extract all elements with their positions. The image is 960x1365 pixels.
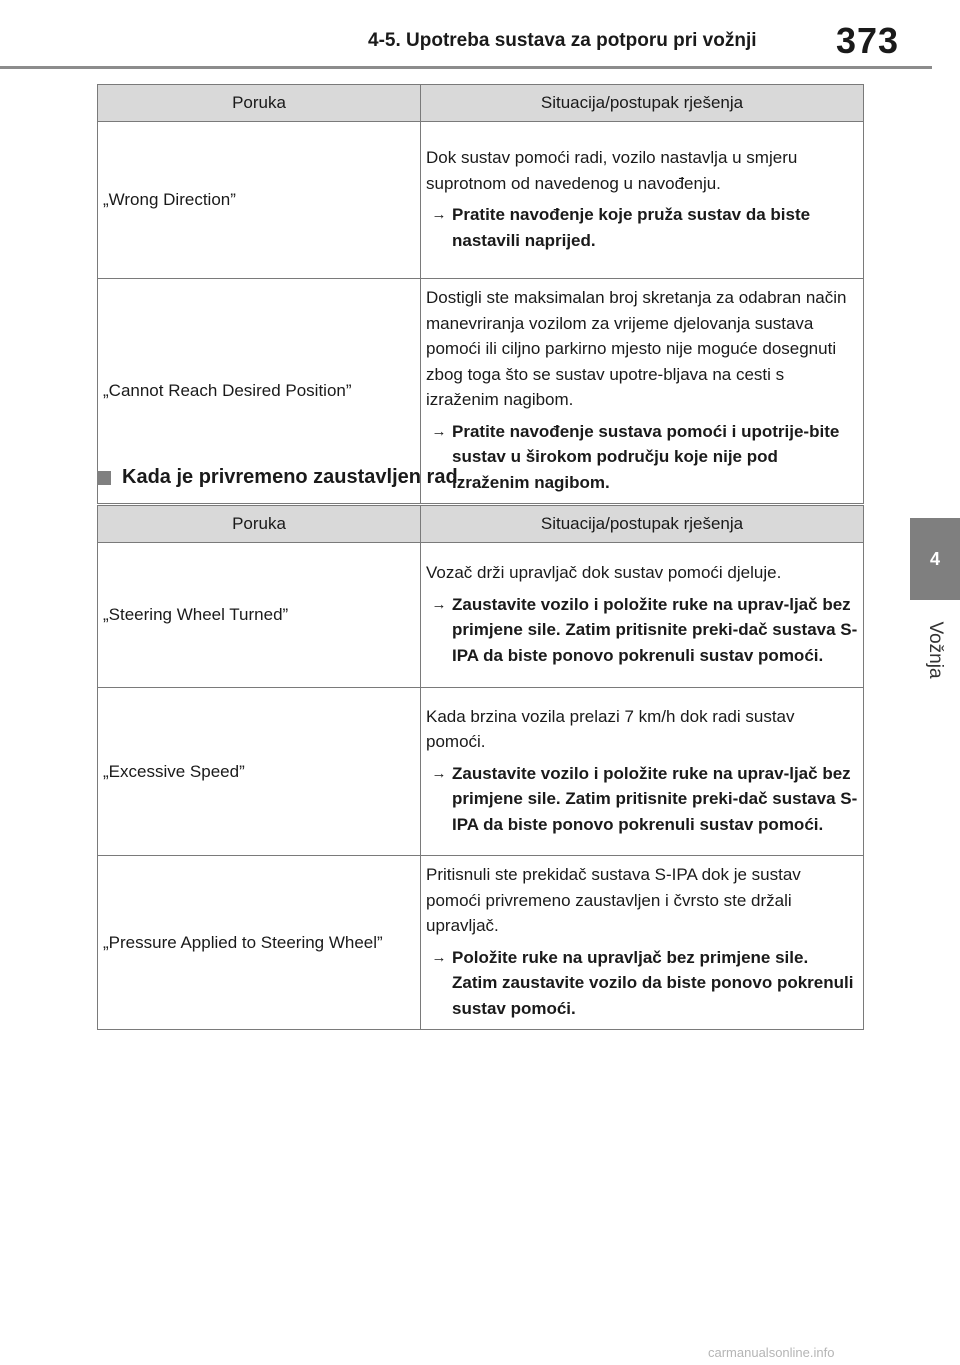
action-step: [426, 945, 858, 1022]
header-divider: [0, 66, 932, 69]
section-heading: [97, 466, 458, 489]
table-row: [98, 122, 864, 279]
action-step: [426, 202, 858, 253]
chapter-number: 4: [929, 548, 940, 569]
table-row: [98, 688, 864, 856]
page-header-title: 4-5. Upotreba sustava za potporu pri vožnji: [368, 30, 757, 51]
table-row: [98, 543, 864, 688]
situation-text: Pritisnuli ste prekidač sustava S-IPA dok je sustav pomoći privremeno zaustavljen i čvrsto ste držali upravljač.: [426, 865, 801, 935]
action-text: Pratite navođenje koje pruža sustav da biste nastavili naprijed.: [452, 205, 811, 250]
situation-text: Dostigli ste maksimalan broj skretanja za odabran način manevriranja vozilom za vrijeme djelovanja sustava pomoći ili ciljno parkirno mjesto nije moguće dosegnuti zbog toga što se sustav upotre-bljava na cesti s izraženim nagibom.: [426, 288, 847, 409]
arrow-right-icon: →: [431, 206, 447, 223]
message-cell: „Excessive Speed”: [98, 688, 421, 856]
chapter-tab: [910, 518, 960, 600]
solution-cell: [421, 856, 864, 1030]
section-heading-text: Kada je privremeno zaustavljen rad: [122, 466, 458, 488]
action-step: [426, 592, 858, 669]
arrow-right-icon: →: [431, 595, 447, 613]
table-row: [98, 856, 864, 1030]
message-cell: „Steering Wheel Turned”: [98, 543, 421, 688]
arrow-right-icon: →: [431, 422, 447, 440]
column-header-message: Poruka: [98, 85, 421, 122]
arrow-right-icon: →: [431, 948, 447, 966]
arrow-right-icon: →: [431, 764, 447, 782]
table-header-row: [98, 506, 864, 543]
column-header-situation: Situacija/postupak rješenja: [421, 85, 864, 122]
solution-cell: [421, 279, 864, 504]
messages-table-1: [97, 84, 864, 504]
action-step: [426, 419, 858, 496]
solution-cell: [421, 122, 864, 279]
situation-text: Dok sustav pomoći radi, vozilo nastavlja u smjeru suprotnom od navedenog u navođenju.: [426, 148, 798, 193]
messages-table-2: [97, 505, 864, 1030]
table-header-row: [98, 85, 864, 122]
action-step: [426, 761, 858, 838]
action-text: Zaustavite vozilo i položite ruke na uprav-ljač bez primjene sile. Zatim pritisnite preki-dač sustava S-IPA da biste ponovo pokrenuli sustav pomoći.: [452, 594, 858, 665]
page-number: 373: [836, 20, 900, 61]
situation-text: Vozač drži upravljač dok sustav pomoći djeluje.: [426, 563, 782, 582]
action-text: Položite ruke na upravljač bez primjene sile. Zatim zaustavite vozilo da biste ponovo pokrenuli sustav pomoći.: [452, 947, 854, 1018]
solution-cell: [421, 688, 864, 856]
solution-cell: [421, 543, 864, 688]
square-bullet-icon: [97, 471, 111, 485]
message-cell: „Pressure Applied to Steering Wheel”: [98, 856, 421, 1030]
action-text: Zaustavite vozilo i položite ruke na uprav-ljač bez primjene sile. Zatim pritisnite preki-dač sustava S-IPA da biste ponovo pokrenuli sustav pomoći.: [452, 763, 858, 834]
column-header-situation: Situacija/postupak rješenja: [421, 506, 864, 543]
message-cell: „Wrong Direction”: [98, 122, 421, 279]
situation-text: Kada brzina vozila prelazi 7 km/h dok radi sustav pomoći.: [426, 706, 795, 752]
watermark: carmanualsonline.info: [708, 1345, 835, 1360]
message-cell: „Cannot Reach Desired Position”: [98, 279, 421, 504]
action-text: Pratite navođenje sustava pomoći i upotrije-bite sustav u širokom području koje nije pod izraženim nagibom.: [452, 421, 840, 492]
column-header-message: Poruka: [98, 506, 421, 543]
chapter-label: Vožnja: [925, 621, 946, 679]
